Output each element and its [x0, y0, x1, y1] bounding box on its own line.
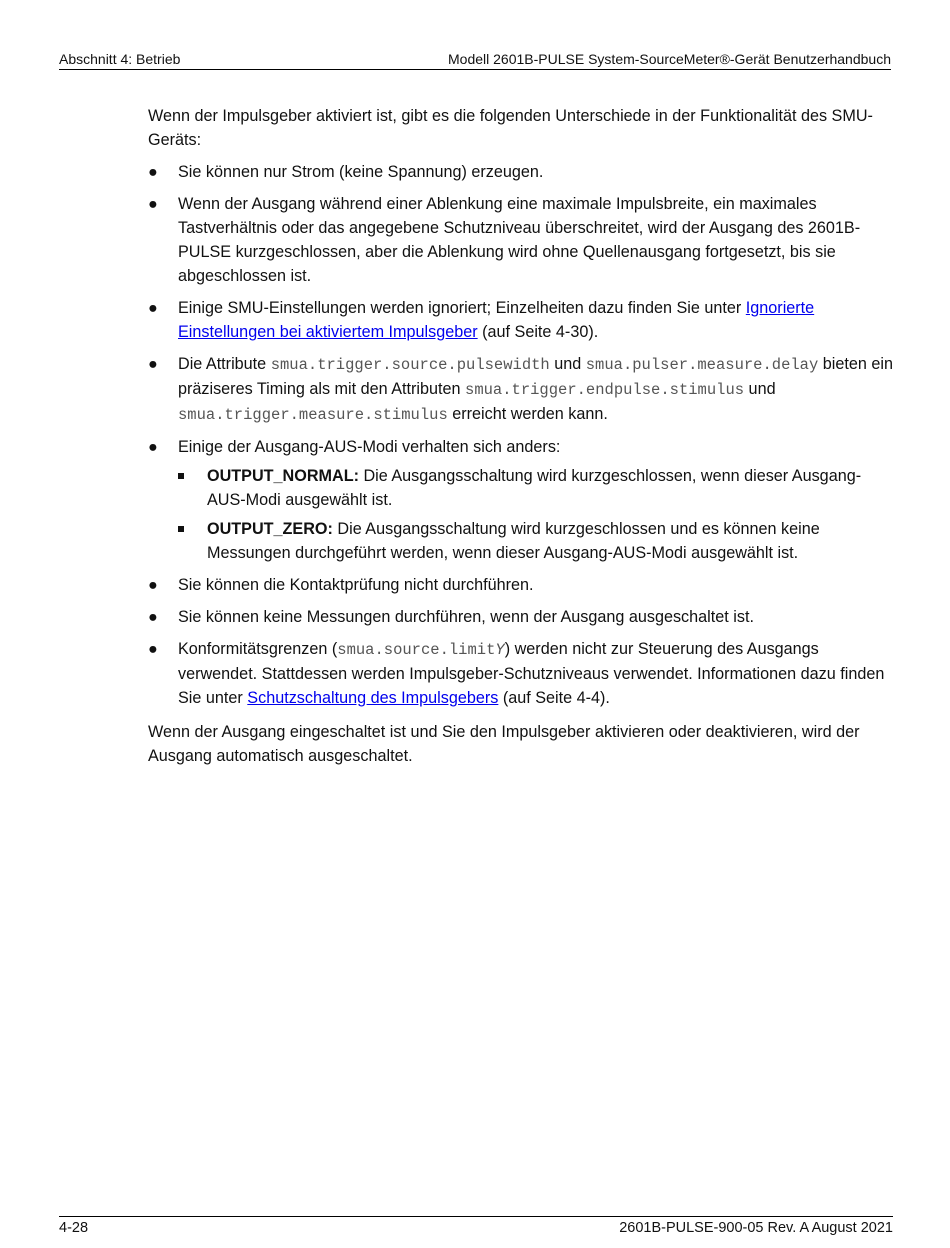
document-revision: 2601B-PULSE-900-05 Rev. A August 2021 — [619, 1220, 893, 1236]
mode-label: OUTPUT_ZERO: — [207, 520, 333, 538]
list-item — [148, 160, 893, 184]
square-bullet-icon — [178, 526, 184, 532]
bullet-text: (auf Seite 4-30). — [477, 323, 599, 341]
list-item — [148, 605, 893, 629]
bullet-icon: ● — [148, 608, 158, 626]
difference-list — [148, 160, 893, 710]
mode-description: Die Ausgangsschaltung wird kurzgeschlossen und es können keine Messungen durchgeführt werden, wenn dieser Ausgang-AUS-Modi ausgewählt ist. — [207, 520, 820, 562]
bullet-text: Einige SMU-Einstellungen werden ignoriert; Einzelheiten dazu finden Sie unter — [178, 299, 746, 317]
list-item — [148, 192, 893, 288]
list-item — [148, 573, 893, 597]
code-attribute: smua.source.limit — [337, 641, 496, 659]
closing-paragraph: Wenn der Ausgang eingeschaltet ist und Sie den Impulsgeber aktivieren oder deaktivieren, wird der Ausgang automatisch ausgeschaltet. — [148, 723, 860, 765]
intro-paragraph: Wenn der Impulsgeber aktiviert ist, gibt es die folgenden Unterschiede in der Funktionalität des SMU-Geräts: — [148, 107, 873, 149]
sub-list-item — [178, 517, 893, 565]
bullet-icon: ● — [148, 355, 158, 373]
header-manual-title: Modell 2601B-PULSE System-SourceMeter®-Gerät Benutzerhandbuch — [448, 51, 891, 67]
bullet-icon: ● — [148, 299, 158, 317]
bullet-text: und — [744, 380, 776, 398]
mode-description: Die Ausgangsschaltung wird kurzgeschlossen, wenn dieser Ausgang-AUS-Modi ausgewählt ist. — [207, 467, 862, 509]
square-bullet-icon — [178, 473, 184, 479]
bullet-text: bieten ein präziseres Timing als mit den Attributen — [178, 355, 893, 398]
bullet-text: erreicht werden kann. — [447, 405, 608, 423]
bullet-text: Die Attribute — [178, 355, 271, 373]
bullet-icon: ● — [148, 163, 158, 181]
bullet-text: Wenn der Ausgang während einer Ablenkung eine maximale Impulsbreite, ein maximales Tastverhältnis oder das angegebene Schutzniveau überschreitet, wird der Ausgang des 2601B-PULSE kurzgeschlossen, aber die Ablenkung wird ohne Quellenausgang fortgesetzt, bis sie abgeschlossen ist. — [178, 195, 861, 285]
bullet-icon: ● — [148, 195, 158, 213]
list-item — [148, 637, 893, 710]
code-variable: Y — [495, 641, 505, 659]
page-header — [59, 51, 891, 70]
mode-label: OUTPUT_NORMAL: — [207, 467, 359, 485]
link-pulser-protection[interactable]: Schutzschaltung des Impulsgebers — [247, 689, 499, 707]
bullet-text: Sie können nur Strom (keine Spannung) erzeugen. — [178, 163, 544, 181]
code-attribute: smua.trigger.measure.stimulus — [178, 406, 448, 424]
list-item — [148, 296, 893, 344]
bullet-text: und — [549, 355, 586, 373]
bullet-text: Einige der Ausgang-AUS-Modi verhalten sich anders: — [178, 438, 561, 456]
sub-list-item — [178, 464, 893, 512]
page-content — [148, 104, 893, 768]
bullet-text: Konformitätsgrenzen ( — [178, 640, 338, 658]
page-footer — [59, 1216, 893, 1236]
header-section: Abschnitt 4: Betrieb — [59, 51, 181, 67]
bullet-icon: ● — [148, 640, 158, 658]
bullet-text: Sie können keine Messungen durchführen, wenn der Ausgang ausgeschaltet ist. — [178, 608, 754, 626]
page-number: 4-28 — [59, 1220, 89, 1236]
code-attribute: smua.trigger.source.pulsewidth — [270, 356, 550, 374]
code-attribute: smua.trigger.endpulse.stimulus — [465, 381, 745, 399]
list-item — [148, 435, 893, 565]
list-item — [148, 352, 893, 427]
bullet-icon: ● — [148, 438, 158, 456]
code-attribute: smua.pulser.measure.delay — [585, 356, 819, 374]
bullet-text: Sie können die Kontaktprüfung nicht durchführen. — [178, 576, 534, 594]
bullet-text: (auf Seite 4-4). — [498, 689, 610, 707]
bullet-icon: ● — [148, 576, 158, 594]
bullet-text: ) werden nicht zur Steuerung des Ausgangs verwendet. Stattdessen werden Impulsgeber-Schutzniveaus verwendet. Informationen dazu finden Sie unter — [178, 640, 885, 707]
link-ignored-settings[interactable]: Ignorierte Einstellungen bei aktiviertem Impulsgeber — [178, 299, 815, 341]
output-off-modes-list — [178, 464, 893, 565]
